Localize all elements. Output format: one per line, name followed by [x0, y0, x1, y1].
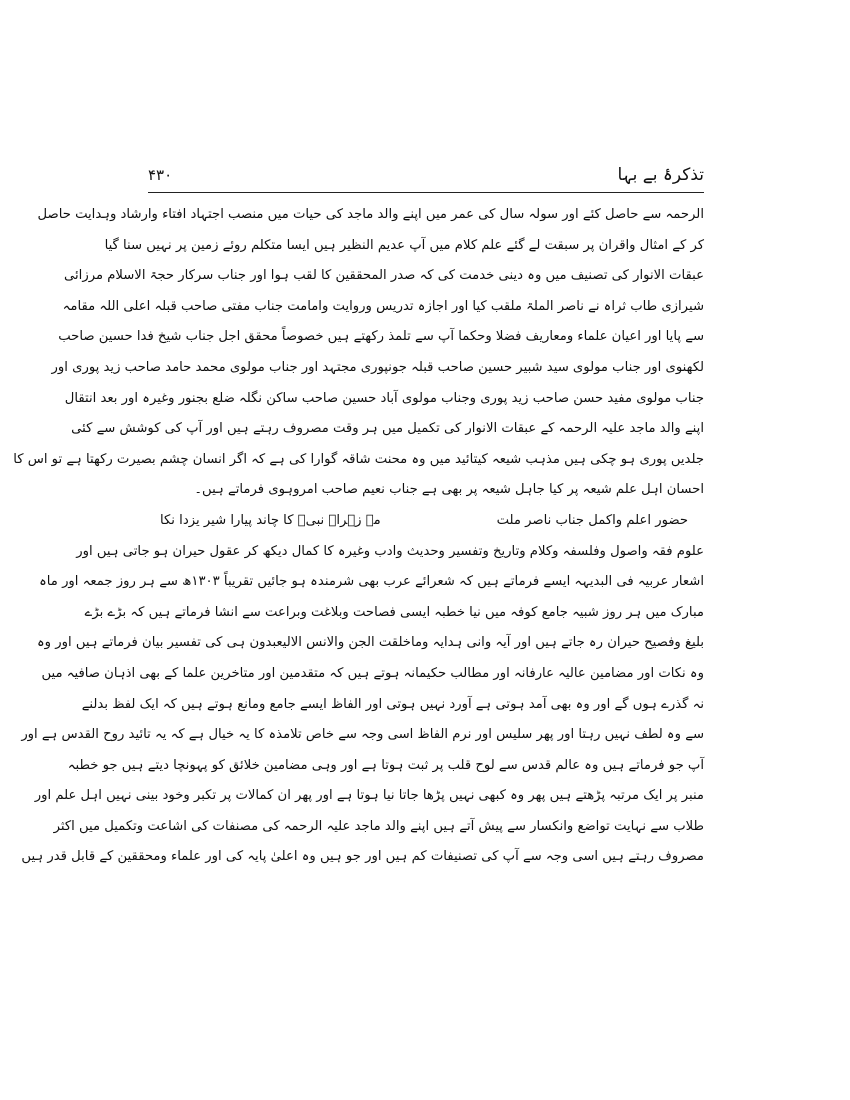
text-line: عبقات الانوار کی تصنیف میں وہ دینی خدمت کی کہ صدر المحققین کا لقب ہوا اور جناب سرکار حجۃ الاسلام مرزائی — [64, 268, 704, 284]
text-line: بلیغ وفصیح حیران رہ جاتے ہیں اور آیہ وانی ہدایہ وماخلقت الجن والانس الالیعبدون ہی کی تفسیر بیان فرماتے ہیں اور وہ — [36, 635, 704, 651]
text-line: الرحمہ سے حاصل کئے اور سولہ سال کی عمر میں اپنے والد ماجد کی حیات میں منصب اجتہاد افتاء وارشاد وہدایت حاصل — [37, 207, 704, 222]
text-line: مبارک میں ہر روز شبیہ جامع کوفہ میں نیا خطبہ ایسی فصاحت وبلاغت وبراعت سے انشا فرماتے ہیں کہ بڑے بڑے — [84, 604, 704, 620]
text-line: کر کے امثال واقران پر سبقت لے گئے علم کلام میں آپ عدیم النظیر ہیں ایسا متکلم روئے زمین پر نہیں سنا گیا — [104, 237, 704, 253]
text-line: منبر پر ایک مرتبہ پڑھتے ہیں پھر وہ کبھی نہیں پڑھا جاتا نیا ہوتا ہے اور پھر ان کمالات پر تکبر وخود بینی نہیں اہل علم اور — [34, 788, 704, 804]
page-body — [13, 200, 704, 873]
running-title: تذکرۂ بے بہا — [617, 165, 704, 185]
text-line: اشعار عربیہ فی البدیہہ ایسے فرماتے ہیں کہ شعرائے عرب بھی شرمندہ ہو جائیں تقریباً ۱۳۰۳ھ سے ہر روز جمعہ اور ماہ — [39, 574, 704, 590]
header-rule — [148, 192, 704, 193]
text-line: احسان اہل علم شیعہ پر کیا جاہل شیعہ پر بھی ہے جناب نعیم صاحب امروہوی فرماتے ہیں۔ — [194, 482, 704, 498]
text-line: طلاب سے نہایت تواضع وانکسار سے پیش آتے ہیں اپنے والد ماجد علیہ الرحمہ کی مصنفات کی اشاعت وتکمیل میں اکثر — [53, 818, 704, 834]
poetry-verse — [148, 506, 704, 537]
verse-first-hemistich: حضور اعلم واکمل جناب ناصر ملت — [496, 512, 688, 528]
text-line: لکھنوی اور جناب مولوی سید شبیر حسین صاحب قبلہ جونپوری مجتہد اور جناب مولوی محمد حامد صاحب زید پوری اور — [51, 359, 704, 375]
verse-second-hemistich: مہ زہراؑ نبیؐ کا چاند پیارا شیر یزدا نکا — [160, 512, 381, 528]
text-line: وہ نکات اور مضامین عالیہ عارفانہ اور مطالب حکیمانہ ہوتے ہیں کہ متقدمین اور متاخرین علما کے بھی اذہان صافیہ میں — [41, 665, 704, 681]
text-line: علوم فقہ واصول وفلسفہ وکلام وتاریخ وتفسیر وحدیث وادب وغیرہ کا کمال دیکھ کر عقول حیران ہو جاتی ہیں اور — [76, 543, 704, 559]
text-line: جناب مولوی مفید حسن صاحب زید پوری وجناب مولوی آباد حسین صاحب ساکن نگلہ ضلع بجنور وغیرہ اور بعد انتقال — [64, 390, 704, 406]
text-line: جلدیں پوری ہو چکی ہیں مذہب شیعہ کیتائید میں وہ محنت شاقہ گوارا کی ہے کہ اگر انسان چشم بصیرت رکھتا ہے تو اس کا — [13, 451, 704, 467]
text-line: آپ جو فرماتے ہیں وہ عالم قدس سے لوح قلب پر ثبت ہوتا ہے اور وہی مضامین خلائق کو پہونچا دیتے ہیں جو خطبہ — [67, 757, 704, 773]
text-line: مصروف رہتے ہیں اسی وجہ سے آپ کی تصنیفات کم ہیں اور جو ہیں وہ اعلیٰ پایہ کی اور علماء ومحققین کے قابل قدر ہیں — [21, 849, 704, 865]
text-line: سے وہ لطف نہیں رہتا اور پھر سلیس اور نرم الفاظ اسی وجہ سے خاص تلامذہ کا یہ خیال ہے کہ یہ تائید روح القدس ہے اور — [21, 727, 704, 743]
text-line: شیرازی طاب ثراہ نے ناصر الملۃ ملقب کیا اور اجازہ تدریس وروایت وامامت جناب مفتی صاحب قبلہ اعلی اللہ مقامہ — [62, 298, 704, 314]
page-header — [148, 164, 704, 194]
text-line: اپنے والد ماجد علیہ الرحمہ کے عبقات الانوار کی تکمیل میں ہر وقت مصروف رہتے ہیں اور آپ کی کوشش سے کئی — [71, 421, 704, 437]
page-number: ۴۳۰ — [148, 166, 173, 184]
text-line: نہ گذرے ہوں گے اور وہ بھی آمد ہوتی ہے آورد نہیں ہوتی اور الفاظ ایسے جامع ومانع ہوتے ہیں کہ ایک لفظ بدلنے — [81, 696, 704, 712]
text-line: سے پایا اور اعیان علماء ومعاریف فضلا وحکما آپ سے تلمذ رکھتے ہیں خصوصاً محقق اجل جناب شیخ فدا حسین صاحب — [58, 329, 704, 345]
